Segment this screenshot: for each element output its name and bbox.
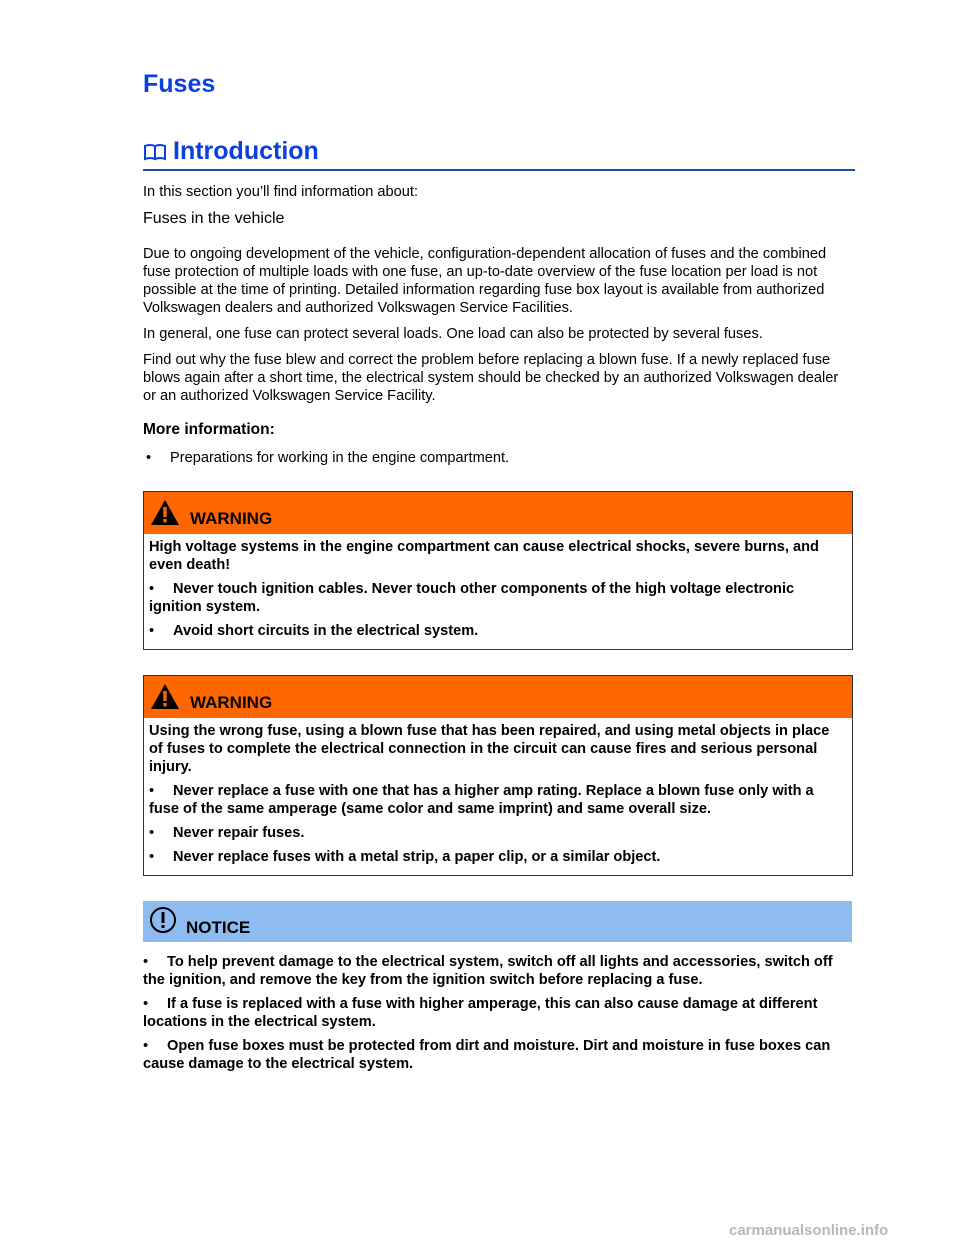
notice-bullet — [143, 1037, 855, 1073]
warning-box-wrong-fuse — [143, 675, 853, 876]
more-info-heading: More information: — [143, 421, 275, 438]
warning-intro: Using the wrong fuse, using a blown fuse that has been repaired, and using metal objects in place of fuses to complete the electrical connection in the circuit can cause fires and serious personal injury. — [149, 723, 830, 775]
warning-bullet — [149, 848, 847, 866]
warning-label: WARNING — [190, 509, 273, 528]
page-title: Fuses — [143, 70, 216, 98]
warning-intro: High voltage systems in the engine compartment can cause electrical shocks, severe burns, and even death! — [149, 539, 819, 573]
intro-paragraph: Due to ongoing development of the vehicle, configuration-dependent allocation of fuses and the combined fuse protection of multiple loads with one fuse, an up-to-date overview of the fuse location per load is not possible at the time of printing. Detailed information regarding fuse box layout is available from authorized Volkswagen dealers and authorized Volkswagen Service Facilities. — [143, 246, 827, 316]
notice-label: NOTICE — [186, 918, 251, 937]
intro-paragraph: Find out why the fuse blew and correct the problem before replacing a blown fuse. If a newly replaced fuse blows again after a short time, the electrical system should be checked by an authorized Volkswagen dealer or an authorized Volkswagen Service Facility. — [143, 352, 839, 404]
warning-bullet — [149, 824, 847, 842]
bullet-glyph: • — [143, 996, 149, 1012]
notice-bullet-text: Open fuse boxes must be protected from dirt and moisture. Dirt and moisture in fuse boxes can cause damage to the electrical system. — [143, 1038, 831, 1072]
notice-header — [143, 901, 852, 942]
intro-paragraph: In general, one fuse can protect several loads. One load can also be protected by several fuses. — [143, 326, 763, 342]
bullet-glyph: • — [149, 783, 155, 799]
warning-header — [144, 492, 852, 534]
warning-bullet — [149, 580, 847, 616]
notice-bullet-text: If a fuse is replaced with a fuse with higher amperage, this can also cause damage at different locations in the electrical system. — [143, 996, 818, 1030]
warning-box-high-voltage — [143, 491, 853, 650]
warning-bullet — [149, 782, 847, 818]
warning-bullet-text: Never repair fuses. — [173, 825, 305, 841]
bullet-glyph: • — [149, 623, 155, 639]
warning-bullet — [149, 622, 847, 640]
warning-bullet-text: Never replace a fuse with one that has a higher amp rating. Replace a blown fuse only with a fuse of the same amperage (same color and same imprint) and same overall size. — [149, 783, 814, 817]
exclamation-circle-icon — [149, 906, 177, 934]
book-icon — [143, 142, 167, 162]
intro-lead: In this section you’ll find information about: — [143, 184, 419, 200]
introduction-heading — [143, 137, 855, 171]
warning-header — [144, 676, 852, 718]
warning-bullet-text: Never touch ignition cables. Never touch other components of the high voltage electronic ignition system. — [149, 581, 795, 615]
warning-triangle-icon — [150, 499, 180, 526]
bullet-glyph: • — [149, 849, 155, 865]
notice-bullet — [143, 953, 855, 989]
more-info-item-text: Preparations for working in the engine compartment. — [170, 450, 510, 466]
warning-bullet-text: Never replace fuses with a metal strip, a paper clip, or a similar object. — [173, 849, 661, 865]
bullet-glyph: • — [149, 825, 155, 841]
bullet-glyph: • — [143, 954, 149, 970]
warning-label: WARNING — [190, 693, 273, 712]
bullet-glyph: • — [143, 1038, 149, 1054]
notice-bullet-text: To help prevent damage to the electrical system, switch off all lights and accessories, switch off the ignition, and remove the key from the ignition switch before replacing a fuse. — [143, 954, 833, 988]
warning-bullet-text: Avoid short circuits in the electrical system. — [173, 623, 479, 639]
bullet-glyph: • — [149, 581, 155, 597]
intro-topic-link[interactable]: Fuses in the vehicle — [143, 210, 285, 227]
more-info-item[interactable] — [143, 449, 855, 467]
introduction-title: Introduction — [173, 137, 319, 165]
watermark: carmanualsonline.info — [729, 1222, 889, 1239]
warning-triangle-icon — [150, 683, 180, 710]
warning-body — [144, 534, 852, 649]
notice-bullet — [143, 995, 855, 1031]
bullet-glyph: • — [146, 450, 152, 466]
warning-body — [144, 718, 852, 875]
